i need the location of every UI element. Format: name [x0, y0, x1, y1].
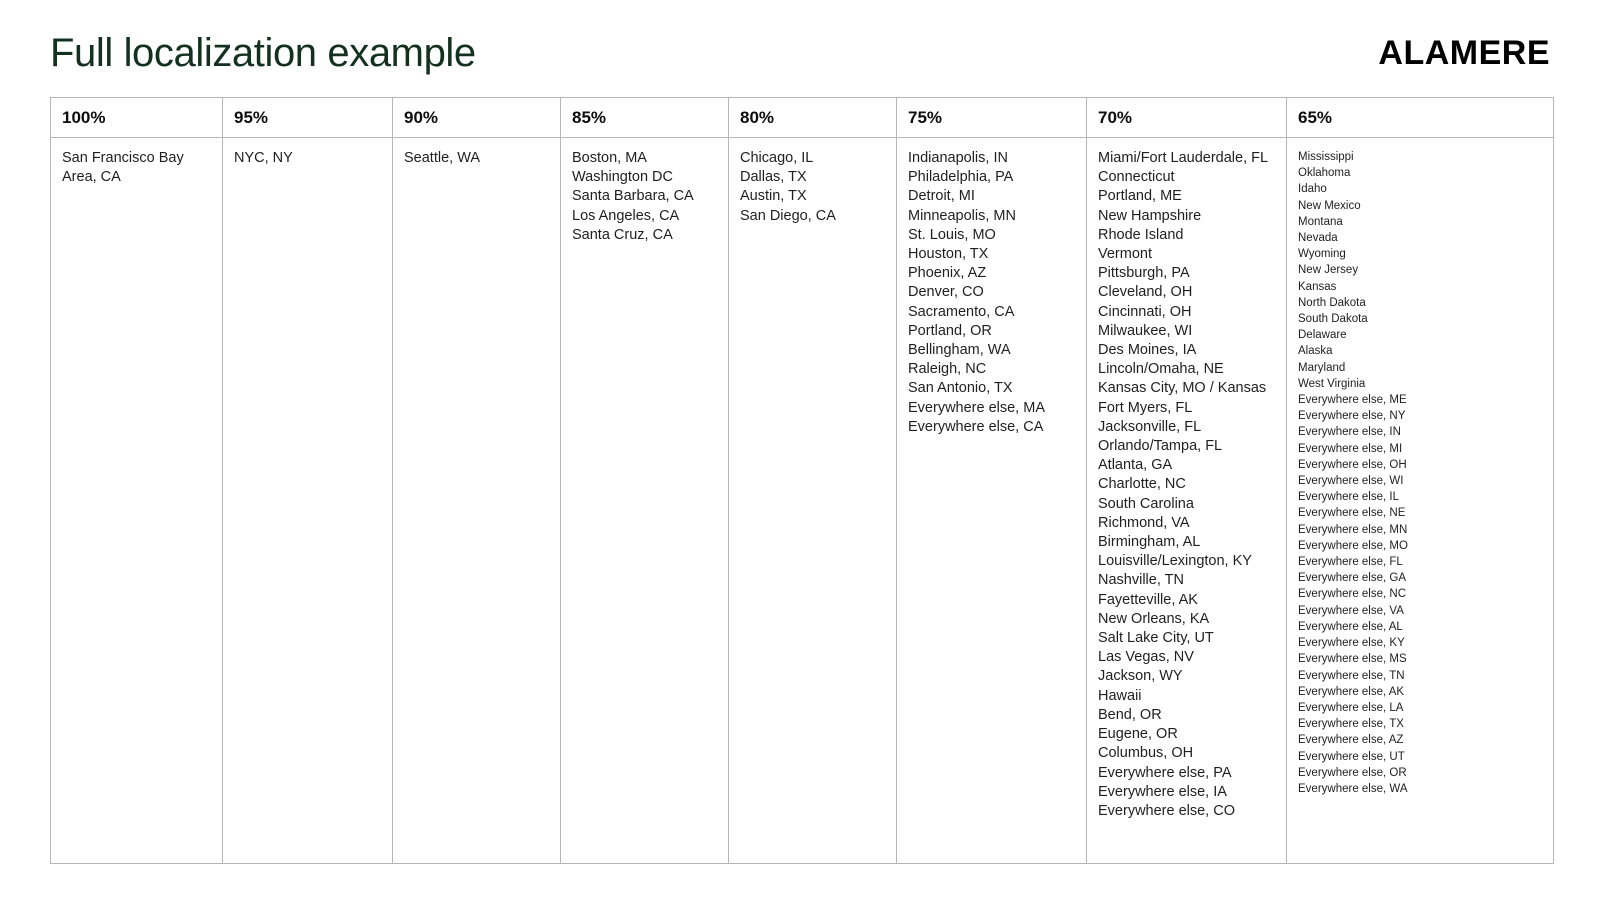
location-item: Everywhere else, OR	[1298, 766, 1407, 779]
location-item: Portland, ME	[1098, 188, 1182, 205]
location-item: Santa Barbara, CA	[572, 188, 694, 205]
location-item: Everywhere else, GA	[1298, 572, 1407, 585]
cell-70	[1087, 138, 1287, 864]
location-list-100	[62, 149, 216, 187]
location-item: Los Angeles, CA	[572, 207, 680, 224]
location-item: Indianapolis, IN	[908, 150, 1008, 166]
alamere-logo: ALAMERE	[1378, 34, 1550, 72]
location-item: Lincoln/Omaha, NE	[1098, 361, 1224, 378]
location-item: Salt Lake City, UT	[1098, 630, 1214, 647]
location-item: Everywhere else, TN	[1298, 669, 1405, 682]
location-item: Raleigh, NC	[908, 361, 987, 378]
location-item: Everywhere else, NE	[1298, 507, 1406, 520]
location-item: San Francisco Bay Area, CA	[62, 150, 184, 186]
location-item: Everywhere else, ME	[1298, 394, 1407, 407]
location-item: Alaska	[1298, 345, 1333, 358]
column-header-90: 90%	[393, 98, 561, 138]
location-item: Jackson, WY	[1098, 668, 1183, 685]
location-list-95	[234, 149, 386, 168]
location-list-65	[1298, 149, 1547, 797]
location-item: Austin, TX	[740, 188, 807, 205]
location-item: Washington DC	[572, 169, 674, 186]
location-item: New Mexico	[1298, 199, 1361, 212]
location-item: Las Vegas, NV	[1098, 649, 1194, 666]
location-item: Maryland	[1298, 361, 1346, 374]
page-header	[50, 22, 1550, 84]
location-item: Everywhere else, PA	[1098, 764, 1232, 781]
location-item: North Dakota	[1298, 296, 1366, 309]
location-item: Houston, TX	[908, 246, 989, 263]
location-item: Milwaukee, WI	[1098, 322, 1193, 339]
location-item: Mississippi	[1298, 151, 1354, 163]
location-item: Chicago, IL	[740, 150, 814, 166]
location-list-75	[908, 149, 1080, 437]
cell-85	[561, 138, 729, 864]
location-list-90	[404, 149, 554, 168]
location-item: San Diego, CA	[740, 207, 836, 224]
location-item: Everywhere else, OH	[1298, 458, 1407, 471]
column-header-100: 100%	[51, 98, 223, 138]
cell-100	[51, 138, 223, 864]
location-list-70	[1098, 149, 1280, 821]
location-item: Columbus, OH	[1098, 745, 1194, 762]
location-item: Everywhere else, WI	[1298, 475, 1404, 488]
location-item: Everywhere else, VA	[1298, 604, 1404, 617]
location-item: New Jersey	[1298, 264, 1359, 277]
cell-65	[1287, 138, 1554, 864]
location-item: St. Louis, MO	[908, 226, 996, 243]
location-item: Atlanta, GA	[1098, 457, 1173, 474]
page-title: Full localization example	[50, 31, 476, 75]
location-item: Fort Myers, FL	[1098, 399, 1193, 416]
location-item: New Orleans, KA	[1098, 610, 1210, 627]
location-item: Jacksonville, FL	[1098, 418, 1202, 435]
location-item: Nashville, TN	[1098, 572, 1184, 589]
location-item: Sacramento, CA	[908, 303, 1015, 320]
localization-table-container	[50, 97, 1553, 864]
column-header-65: 65%	[1287, 98, 1554, 138]
location-item: Everywhere else, KY	[1298, 637, 1405, 650]
location-item: Kansas City, MO / Kansas	[1098, 380, 1267, 397]
column-header-80: 80%	[729, 98, 897, 138]
location-item: Pittsburgh, PA	[1098, 265, 1190, 282]
location-item: Everywhere else, CO	[1098, 802, 1235, 819]
location-item: Wyoming	[1298, 248, 1346, 261]
location-item: Everywhere else, FL	[1298, 556, 1403, 569]
location-list-80	[740, 149, 890, 226]
location-item: South Carolina	[1098, 495, 1194, 512]
location-item: Everywhere else, AL	[1298, 620, 1403, 633]
location-item: Bellingham, WA	[908, 342, 1011, 359]
location-item: Denver, CO	[908, 284, 984, 301]
location-item: Oklahoma	[1298, 167, 1351, 180]
location-item: Phoenix, AZ	[908, 265, 987, 282]
location-item: Everywhere else, IA	[1098, 783, 1227, 800]
location-item: Santa Cruz, CA	[572, 226, 673, 243]
location-item: Everywhere else, MS	[1298, 653, 1407, 666]
location-item: Everywhere else, IN	[1298, 426, 1401, 439]
location-item: Everywhere else, AK	[1298, 685, 1405, 698]
location-item: New Hampshire	[1098, 207, 1202, 224]
location-item: Everywhere else, MO	[1298, 539, 1408, 552]
location-item: Cincinnati, OH	[1098, 303, 1192, 320]
location-item: Everywhere else, NC	[1298, 588, 1407, 601]
location-item: Vermont	[1098, 246, 1152, 263]
column-header-95: 95%	[223, 98, 393, 138]
column-header-70: 70%	[1087, 98, 1287, 138]
location-item: Montana	[1298, 215, 1343, 228]
location-item: Everywhere else, MI	[1298, 442, 1403, 455]
location-item: Dallas, TX	[740, 169, 807, 186]
location-item: Eugene, OR	[1098, 726, 1178, 743]
location-item: South Dakota	[1298, 313, 1368, 326]
location-item: Everywhere else, MN	[1298, 523, 1408, 536]
location-item: Fayetteville, AK	[1098, 591, 1198, 608]
location-item: Louisville/Lexington, KY	[1098, 553, 1252, 570]
location-item: Charlotte, NC	[1098, 476, 1186, 493]
location-item: Kansas	[1298, 280, 1337, 293]
location-item: Philadelphia, PA	[908, 169, 1014, 186]
location-item: Portland, OR	[908, 322, 992, 339]
location-item: Everywhere else, IL	[1298, 491, 1399, 504]
location-item: Everywhere else, MA	[908, 399, 1045, 416]
location-item: Connecticut	[1098, 169, 1175, 186]
location-item: Everywhere else, WA	[1298, 782, 1408, 795]
location-item: Everywhere else, NY	[1298, 410, 1406, 423]
location-item: Everywhere else, TX	[1298, 718, 1404, 731]
location-item: Boston, MA	[572, 150, 647, 166]
location-item: Everywhere else, LA	[1298, 701, 1404, 714]
location-item: West Virginia	[1298, 377, 1366, 390]
location-item: Delaware	[1298, 329, 1347, 342]
location-item: Everywhere else, UT	[1298, 750, 1405, 763]
column-header-75: 75%	[897, 98, 1087, 138]
location-item: NYC, NY	[234, 150, 293, 166]
location-list-85	[572, 149, 722, 245]
column-header-85: 85%	[561, 98, 729, 138]
location-item: Bend, OR	[1098, 706, 1162, 723]
location-item: Miami/Fort Lauderdale, FL	[1098, 150, 1269, 166]
location-item: Hawaii	[1098, 687, 1142, 704]
location-item: Idaho	[1298, 183, 1327, 196]
location-item: Everywhere else, AZ	[1298, 734, 1404, 747]
location-item: Des Moines, IA	[1098, 342, 1197, 359]
table-header-row	[51, 98, 1554, 138]
location-item: Everywhere else, CA	[908, 418, 1044, 435]
cell-90	[393, 138, 561, 864]
location-item: Detroit, MI	[908, 188, 975, 205]
localization-table	[50, 97, 1554, 864]
location-item: Minneapolis, MN	[908, 207, 1016, 224]
location-item: Rhode Island	[1098, 226, 1184, 243]
location-item: Orlando/Tampa, FL	[1098, 438, 1223, 455]
location-item: Birmingham, AL	[1098, 534, 1201, 551]
location-item: Richmond, VA	[1098, 514, 1190, 531]
table-body-row	[51, 138, 1554, 864]
location-item: Cleveland, OH	[1098, 284, 1193, 301]
location-item: Seattle, WA	[404, 150, 481, 166]
location-item: Nevada	[1298, 232, 1338, 245]
cell-75	[897, 138, 1087, 864]
cell-80	[729, 138, 897, 864]
location-item: San Antonio, TX	[908, 380, 1013, 397]
cell-95	[223, 138, 393, 864]
